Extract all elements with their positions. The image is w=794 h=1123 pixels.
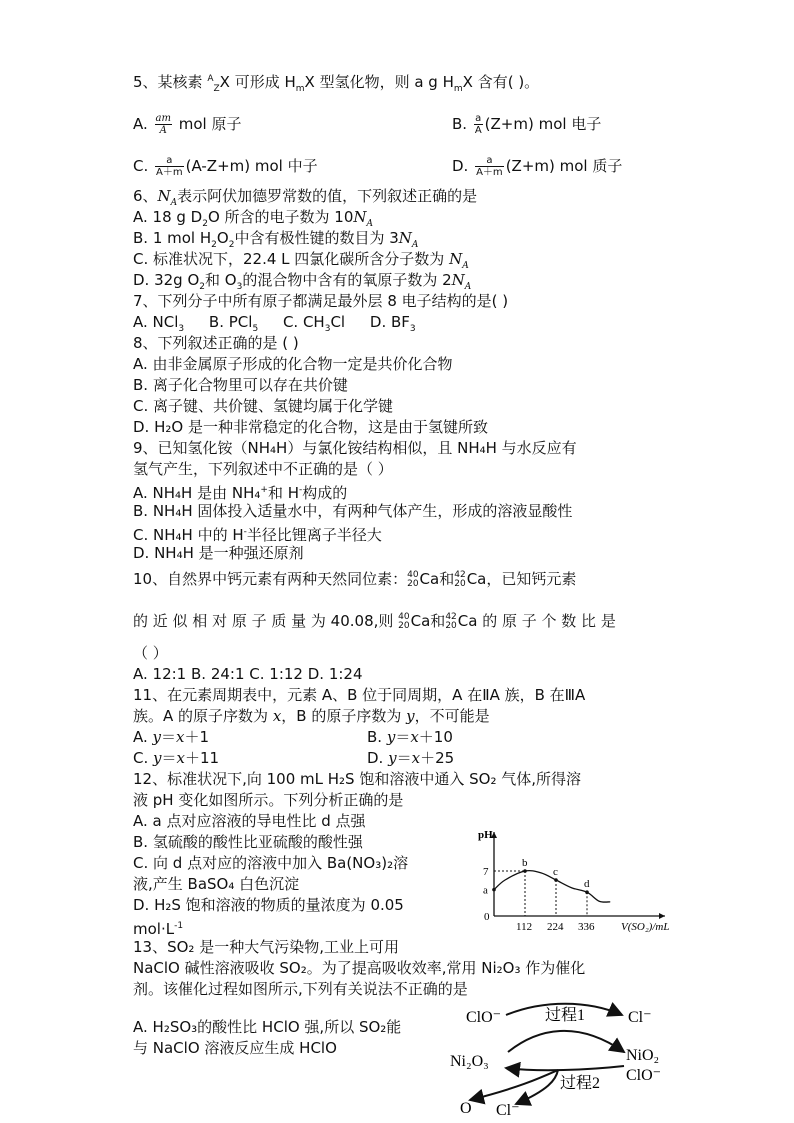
variable: x [176,749,185,767]
element-symbol: Ca [410,612,431,630]
variable: x [410,728,419,746]
option-label: B. [367,728,387,746]
option-text: A. 18 g D [133,208,203,226]
process1-label: 过程1 [545,1007,586,1024]
equals: ＝ [396,749,412,767]
point-b [523,869,527,873]
subscript: A [462,261,469,271]
q5-option-c [133,155,318,178]
subscript: m [295,84,305,94]
q5-stem-text: 5、某核素 [133,73,208,91]
q5-stem [133,69,539,99]
q5-option-d [452,155,622,178]
avogadro-symbol: N [449,250,463,268]
q12-option-c-line2: 液,产生 BaSO₄ 白色沉淀 [133,875,300,893]
q8-stem: 8、下列叙述正确的是 ( ) [133,334,299,352]
option-text: C. 标准状况下，22.4 L 四氯化碳所含分子数为 [133,250,450,268]
q12-option-d-line2 [133,916,183,939]
q13-option-a-line1: A. H₂SO₃的酸性比 HClO 强,所以 SO₂能 [133,1018,402,1036]
q12-option-b: B. 氢硫酸的酸性比亚硫酸的酸性强 [133,833,363,851]
q9-option-b: B. NH₄H 固体投入适量水中，有两种气体产生，形成的溶液显酸性 [133,502,573,520]
question-number: 6、 [133,187,158,205]
q10-stem-line1 [133,569,576,589]
q8-option-a: A. 由非金属原子形成的化合物一定是共价化合物 [133,355,453,373]
q12-option-c-line1: C. 向 d 点对应的溶液中加入 Ba(NO₃)₂溶 [133,854,409,872]
denominator: A [159,125,167,136]
option-label: C. [133,157,154,175]
q8-option-b: B. 离子化合物里可以存在共价键 [133,376,348,394]
q5-stem-text: X 可形成 H [219,73,296,91]
option-text: (Z+m) mol 电子 [484,115,602,133]
subscript: A [366,219,374,229]
q9-stem-line1: 9、已知氢化铵（NH₄H）与氯化铵结构相似，且 NH₄H 与水反应有 [133,439,577,457]
atomic-number: 20 [398,620,410,631]
superscript: - [243,527,247,537]
subscript: 3 [178,324,185,334]
fraction [474,113,483,136]
subscript: 2 [228,240,235,250]
point-label-a: a [483,884,488,897]
subscript: 3 [409,324,416,334]
superscript: -1 [174,921,184,931]
q8-option-d: D. H₂O 是一种非常稳定的化合物，这是由于氢键所致 [133,418,488,436]
variable: y [388,749,397,767]
avogadro-symbol: N [157,187,171,205]
option-label: D. [367,749,389,767]
option-text: mol 原子 [174,115,242,133]
variable: y [153,749,162,767]
q12-option-a: A. a 点对应溶液的导电性比 d 点强 [133,812,366,830]
atomic-number: 20 [407,578,419,589]
atomic-number: 20 [445,620,457,631]
conjunction: 和 [430,612,446,630]
point-a [492,888,496,892]
option-c: C. CH [282,313,325,331]
point-label-c: c [553,866,558,878]
q10-stem-text: 的 原 子 个 数 比 是 [477,612,616,630]
point-d [585,890,589,894]
denominator: A＋m [156,167,183,178]
q10-stem-line3: （ ） [133,644,168,662]
atomic-number: Z [213,84,220,94]
unit: mol·L [133,920,175,938]
element-symbol: Ca [466,570,487,588]
x-tick-label: 336 [578,921,595,933]
variable: x [411,749,421,767]
mass-number: A [207,74,214,84]
option-a: A. NCl [133,313,179,331]
q13-stem-line1: 13、SO₂ 是一种大气污染物,工业上可用 [133,938,399,956]
option-text: O [216,229,229,247]
variable: x [272,707,282,725]
q9-stem-line2: 氢气产生，下列叙述中不正确的是（ ） [133,460,393,478]
q9-option-d: D. NH₄H 是一种强还原剂 [133,544,304,562]
avogadro-symbol: N [451,271,465,289]
point-c [554,878,558,882]
fraction [475,155,504,178]
cl-label-top: Cl⁻ [628,1009,652,1026]
option-text: (Z+m) mol 质子 [505,157,623,175]
o-product-arrow [470,1070,558,1100]
superscript: - [299,485,303,495]
o-label: O [460,1100,472,1117]
y-axis-label: pH [478,829,493,841]
q13-option-a-line2: 与 NaClO 溶液反应生成 HClO [133,1039,337,1057]
denominator: A＋m [476,167,503,178]
q10-stem-text: 10、自然界中钙元素有两种天然同位素： [133,570,408,588]
subscript: A [464,282,472,292]
q7-stem: 7、下列分子中所有原子都满足最外层 8 电子结构的是( ) [133,292,509,310]
option-text: 和 O [205,271,237,289]
nio2-label: NiO₂ [626,1047,660,1064]
q12-stem-line1: 12、标准状况下,向 100 mL H₂S 饱和溶液中通入 SO₂ 气体,所得溶 [133,770,581,788]
q9-option-c [133,522,382,545]
x-axis-label: V(SO₂)/mL [621,921,670,933]
q11-option-a [133,727,209,747]
option-text: 中含有极性键的数目为 3 [234,229,399,247]
option-text: O 所含的电子数为 10 [207,208,354,226]
q11-stem-text: ，不可能是 [414,707,490,725]
numerator: a [475,113,482,124]
q11-option-d [367,748,454,768]
fraction [155,113,172,136]
subscript: A [411,240,419,250]
clo-label-right: ClO⁻ [626,1067,662,1084]
option-b: B. PCl [208,313,253,331]
ni2o3-to-nio2-arrow [508,1031,624,1052]
q13-stem-line3: 剂。该催化过程如图所示,下列有关说法不正确的是 [133,980,468,998]
nio2-to-ni2o3-arrow [506,1066,624,1070]
ni2o3-label: Ni₂O₃ [450,1053,489,1070]
option-text: D. 32g O [133,271,200,289]
numerator: a [155,155,184,167]
option-text: 半径比锂离子半径大 [246,526,382,544]
option-label: A. [133,728,153,746]
numerator: am [155,113,171,124]
conjunction: 和 [439,570,455,588]
x-axis-arrow [659,913,665,919]
mass-number: 42 [445,611,457,622]
option-label: C. [133,749,154,767]
fraction [155,155,184,178]
q13-stem-line2: NaClO 碱性溶液吸收 SO₂。为了提高吸收效率,常用 Ni₂O₃ 作为催化 [133,959,586,977]
option-text: ＋1 [184,728,210,746]
isotope-numbers [407,571,418,589]
x-tick-label: 224 [547,921,564,933]
mass-number: 40 [407,569,419,580]
variable: y [406,707,415,725]
avogadro-symbol: N [353,208,367,226]
denominator: A [474,125,482,136]
isotope-numbers [445,613,456,631]
q11-option-b [367,727,453,747]
subscript: 5 [252,324,259,334]
option-text: C. NH₄H 中的 H [133,526,244,544]
isotope-numbers [454,571,465,589]
cl-label-bottom: Cl⁻ [496,1102,520,1119]
option-text: 的混合物中含有的氧原子数为 2 [242,271,452,289]
equals: ＝ [395,728,411,746]
option-text: A. NH₄H 是由 NH₄ [133,484,261,502]
q5-option-a [133,113,242,136]
q12-stem-line2: 液 pH 变化如图所示。下列分析正确的是 [133,791,404,809]
cl-product-arrow [516,1070,558,1104]
q5-stem-text: X 含有( )。 [462,73,540,91]
subscript: m [453,84,463,94]
subscript: 3 [236,282,243,292]
mass-number: 40 [398,611,410,622]
q12-option-d-line1: D. H₂S 饱和溶液的物质的量浓度为 0.05 [133,896,404,914]
mass-number: 42 [454,569,466,580]
point-label-d: d [584,878,590,891]
catalysis-cycle-diagram [448,1000,678,1120]
option-label: B. [452,115,472,133]
point-label-b: b [522,857,528,869]
q11-stem-text: 族。A 的原子序数为 [133,707,273,725]
q10-stem-line2 [133,611,616,631]
element-symbol: Ca [457,612,478,630]
subscript: 2 [211,240,217,250]
q8-option-c: C. 离子键、共价键、氢键均属于化学键 [133,397,394,415]
subscript: 3 [324,324,331,334]
q10-stem-text: 的 近 似 相 对 原 子 质 量 为 40.08,则 [133,612,399,630]
option-text: 构成的 [302,484,348,502]
equals: ＝ [161,749,177,767]
process2-label: 过程2 [560,1075,601,1092]
q9-option-a [133,480,347,503]
option-text: ＋11 [184,749,220,767]
q11-stem-line2 [133,706,490,726]
option-text: (A-Z+m) mol 中子 [185,157,318,175]
option-d: D. BF [369,313,410,331]
q6-stem-text: 表示阿伏加德罗常数的值，下列叙述正确的是 [177,187,478,205]
option-text: 和 H [267,484,299,502]
subscript: 2 [199,282,206,292]
variable: y [152,728,162,746]
option-label: D. [452,157,474,175]
origin-tick-label: 0 [484,911,490,923]
x-tick-label: 112 [516,921,533,933]
avogadro-symbol: N [398,229,412,247]
option-text: B. 1 mol H [133,229,212,247]
variable: y [386,728,396,746]
subscript: A [170,198,178,208]
q11-option-c [133,748,219,768]
numerator: a [475,155,504,167]
q5-stem-text: X 型氢化物，则 a g H [304,73,454,91]
isotope-numbers [398,613,409,631]
clo-label-top: ClO⁻ [466,1009,502,1026]
q11-stem-text: ，B 的原子序数为 [281,707,407,725]
q10-options: A. 12:1 B. 24:1 C. 1:12 D. 1:24 [133,665,363,683]
option-text: ＋25 [420,749,455,767]
equals: ＝ [161,728,177,746]
y-tick-label: 7 [483,866,489,878]
ph-chart [470,822,670,934]
subscript: 2 [202,219,208,229]
option-c: Cl [330,313,346,331]
atomic-number: 20 [454,578,466,589]
element-symbol: Ca [419,570,440,588]
option-label: A. [133,115,153,133]
superscript: + [260,485,268,495]
q5-option-b [452,113,601,136]
q11-stem-line1: 11、在元素周期表中，元素 A、B 位于同周期，A 在ⅡA 族，B 在ⅢA [133,686,586,704]
option-text: ＋10 [418,728,453,746]
variable: x [176,728,185,746]
q10-stem-text: ，已知钙元素 [486,570,577,588]
